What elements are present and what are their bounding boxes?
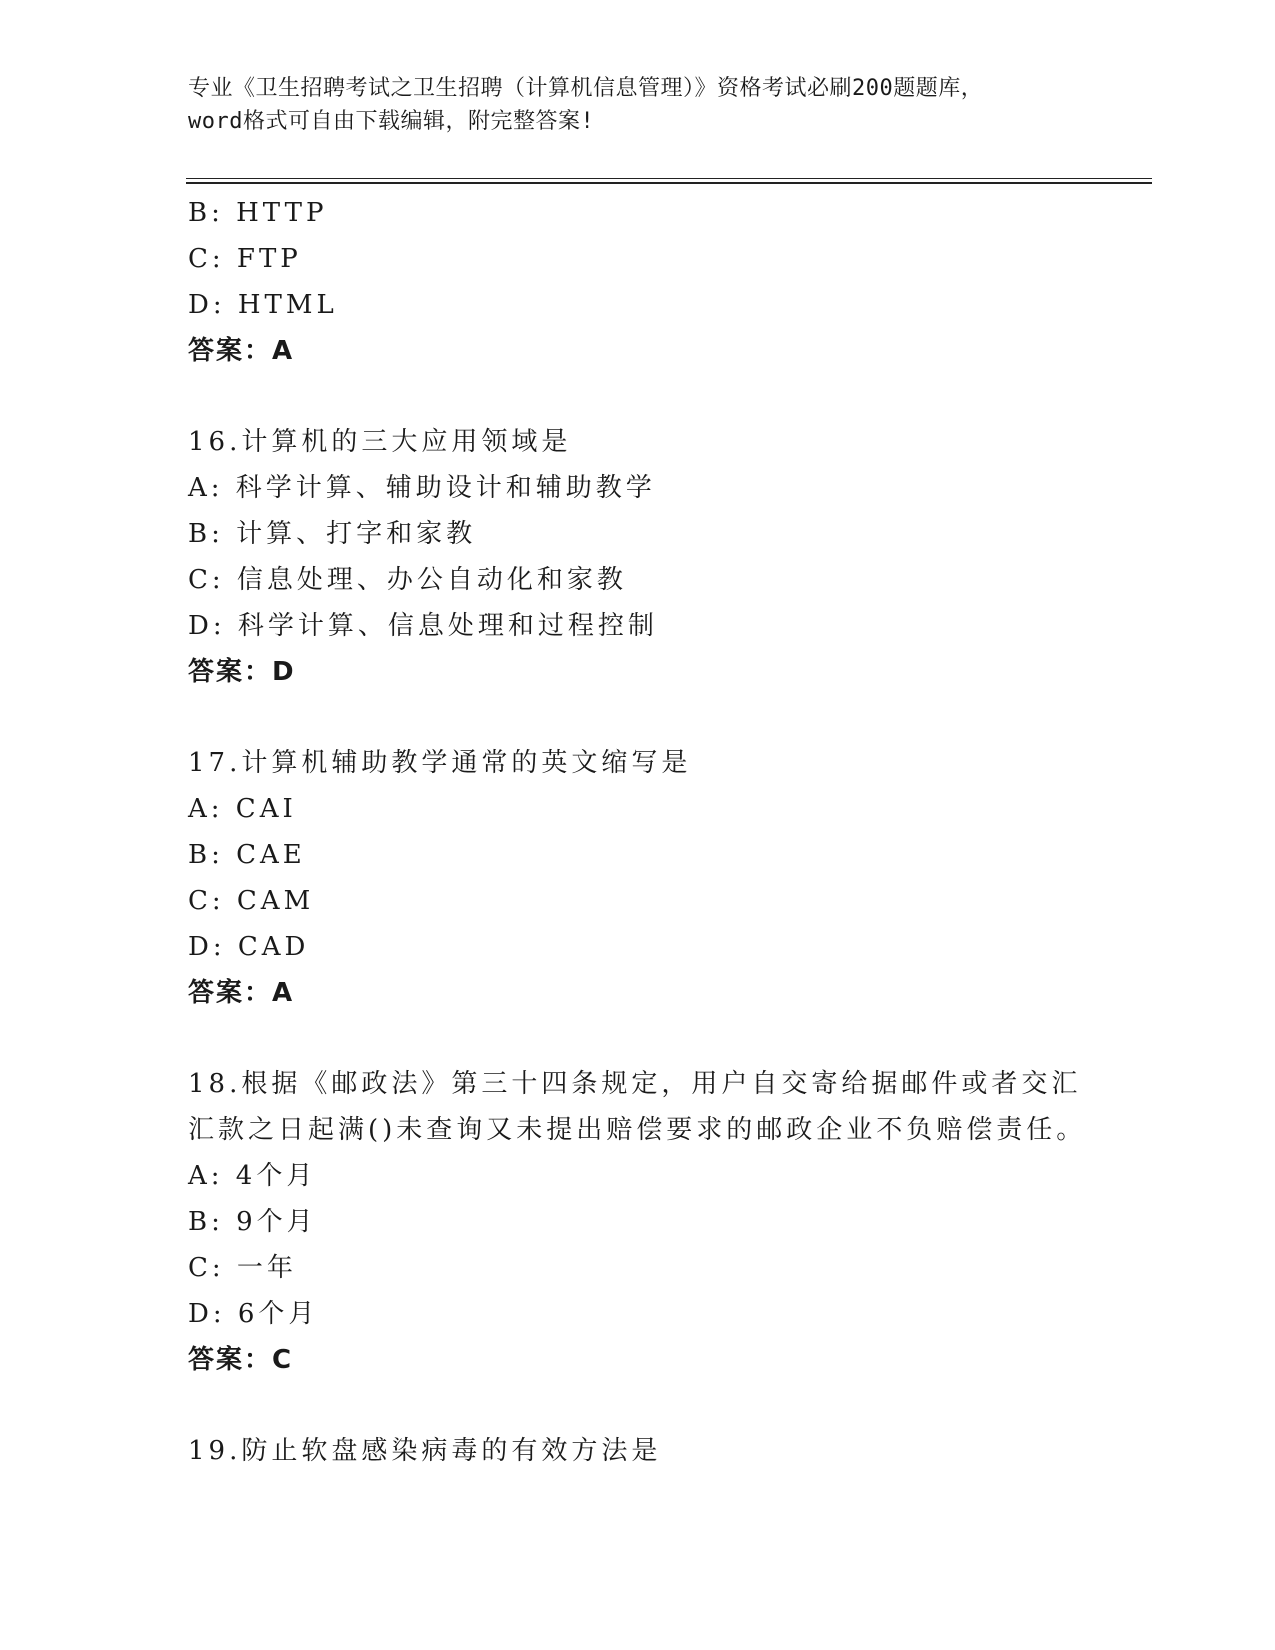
option-a: A: 科学计算、辅助设计和辅助教学 bbox=[188, 473, 656, 503]
option-b: B: 9个月 bbox=[188, 1207, 317, 1237]
option-a: A: CAI bbox=[188, 794, 297, 824]
question-block-17 bbox=[188, 740, 1148, 1016]
option-b: B: 计算、打字和家教 bbox=[188, 519, 477, 549]
question-block-18 bbox=[188, 1061, 1148, 1383]
answer-label: 答案：D bbox=[188, 657, 296, 687]
header-title-line: 专业《卫生招聘考试之卫生招聘（计算机信息管理）》资格考试必刷200题题库， bbox=[188, 76, 984, 101]
document-header bbox=[188, 72, 1088, 138]
option-c: C: 一年 bbox=[188, 1253, 297, 1283]
header-divider-thick bbox=[186, 182, 1152, 184]
option-d: D: 6个月 bbox=[188, 1299, 319, 1329]
answer-label: 答案：A bbox=[188, 978, 295, 1008]
question-block-16 bbox=[188, 419, 1148, 695]
option-c: C: 信息处理、办公自动化和家教 bbox=[188, 565, 627, 595]
option-c: C: CAM bbox=[188, 886, 315, 916]
option-d: D: CAD bbox=[188, 932, 310, 962]
question-block-15 bbox=[188, 190, 1148, 374]
option-d: D: 科学计算、信息处理和过程控制 bbox=[188, 611, 658, 641]
option-b: B: CAE bbox=[188, 840, 306, 870]
question-text: 17.计算机辅助教学通常的英文缩写是 bbox=[188, 748, 692, 778]
question-text: 19.防止软盘感染病毒的有效方法是 bbox=[188, 1436, 662, 1466]
option-d: D: HTML bbox=[188, 290, 338, 320]
question-text: 18.根据《邮政法》第三十四条规定，用户自交寄给据邮件或者交汇汇款之日起满()未查询又未提出赔偿要求的邮政企业不负赔偿责任。 bbox=[188, 1069, 1087, 1145]
header-divider-thin bbox=[186, 178, 1152, 179]
question-list bbox=[188, 190, 1148, 1474]
header-subtitle-line: word格式可自由下载编辑，附完整答案! bbox=[188, 109, 595, 134]
answer-label: 答案：C bbox=[188, 1345, 294, 1375]
option-a: A: 4个月 bbox=[188, 1161, 317, 1191]
option-c: C: FTP bbox=[188, 244, 302, 274]
question-block-19 bbox=[188, 1428, 1148, 1474]
question-text: 16.计算机的三大应用领域是 bbox=[188, 427, 572, 457]
answer-label: 答案：A bbox=[188, 336, 295, 366]
option-b: B: HTTP bbox=[188, 198, 328, 228]
